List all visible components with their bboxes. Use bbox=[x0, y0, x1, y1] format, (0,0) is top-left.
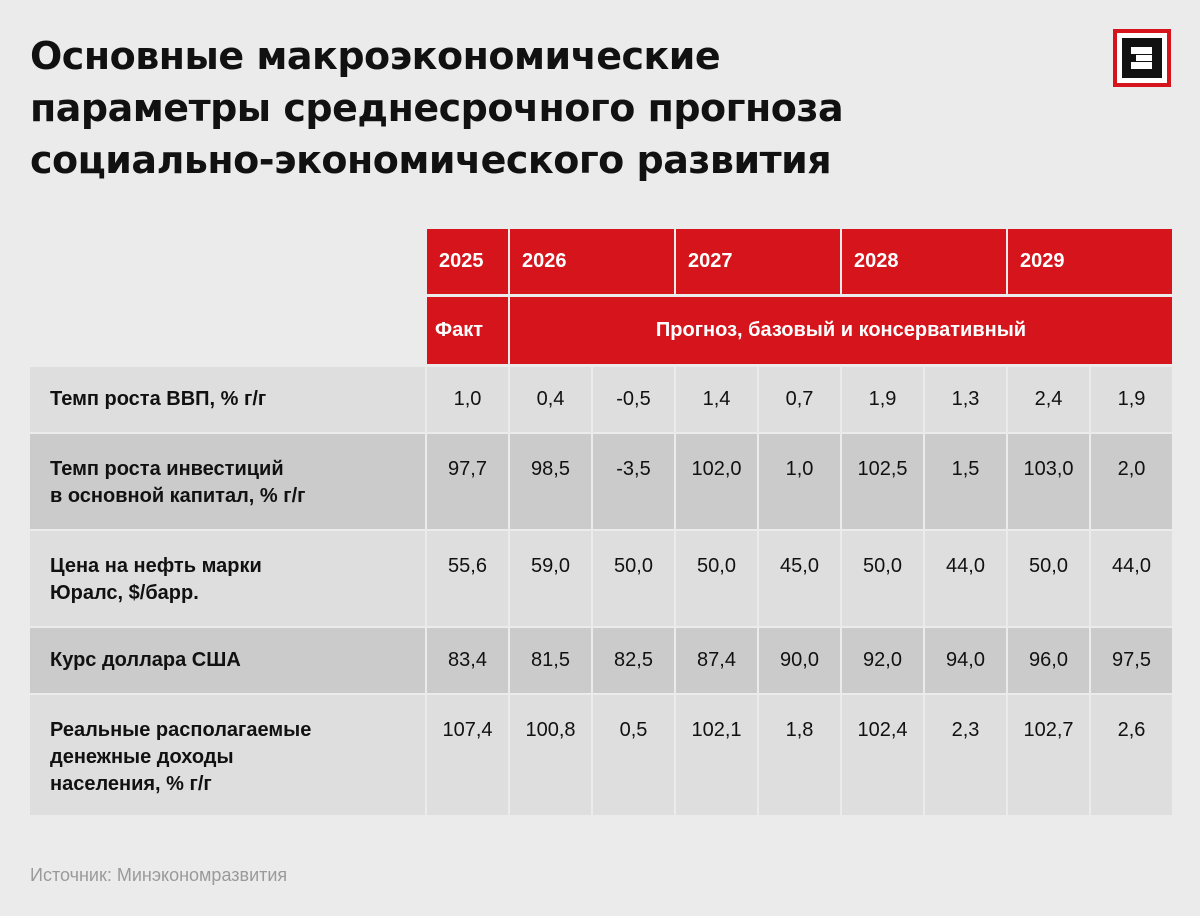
table-cell bbox=[676, 695, 757, 815]
cell-value: 94,0 bbox=[946, 649, 985, 671]
table-cell bbox=[925, 531, 1006, 626]
cell-value: 97,5 bbox=[1112, 649, 1151, 671]
source-note: Источник: Минэкономразвития bbox=[30, 865, 288, 885]
cell-value: 92,0 bbox=[863, 649, 902, 671]
table-cell bbox=[1091, 531, 1172, 626]
row-label-line: Юралс, $/барр. bbox=[50, 582, 199, 604]
table-cell bbox=[1008, 367, 1089, 432]
cell-value: 1,5 bbox=[951, 458, 980, 480]
table-cell bbox=[593, 695, 674, 815]
table-cell bbox=[925, 695, 1006, 815]
row-label bbox=[30, 695, 425, 815]
cell-value: 1,3 bbox=[951, 388, 980, 410]
table-cell bbox=[676, 531, 757, 626]
cell-value: -0,5 bbox=[616, 388, 651, 410]
cell-value: 50,0 bbox=[697, 555, 736, 577]
fact-label: Факт bbox=[435, 319, 483, 341]
cell-value: 82,5 bbox=[614, 649, 653, 671]
cell-value: 96,0 bbox=[1029, 649, 1068, 671]
cell-value: 102,7 bbox=[1023, 719, 1074, 741]
table-cell bbox=[759, 695, 840, 815]
cell-value: 45,0 bbox=[780, 555, 819, 577]
title-line: Основные макроэкономические bbox=[30, 34, 721, 78]
table-cell bbox=[427, 695, 508, 815]
table-cell bbox=[759, 628, 840, 693]
table-cell bbox=[1008, 434, 1089, 529]
year-header-2025 bbox=[427, 229, 508, 294]
cell-value: 102,1 bbox=[691, 719, 742, 741]
table-cell bbox=[676, 367, 757, 432]
cell-value: 81,5 bbox=[531, 649, 570, 671]
table-cell bbox=[1091, 434, 1172, 529]
table-cell bbox=[842, 628, 923, 693]
cell-value: 0,7 bbox=[785, 388, 814, 410]
row-label-line: Цена на нефть марки bbox=[50, 555, 262, 577]
cell-value: 2,4 bbox=[1034, 388, 1063, 410]
cell-value: 103,0 bbox=[1023, 458, 1074, 480]
title-line: социально-экономического развития bbox=[30, 138, 832, 182]
cell-value: 44,0 bbox=[946, 555, 985, 577]
cell-value: 2,3 bbox=[951, 719, 980, 741]
cell-value: 102,0 bbox=[691, 458, 742, 480]
row-label bbox=[30, 531, 425, 626]
cell-value: 90,0 bbox=[780, 649, 819, 671]
cell-value: 0,5 bbox=[619, 719, 648, 741]
table-cell bbox=[842, 367, 923, 432]
cell-value: 97,7 bbox=[448, 458, 487, 480]
row-label-line: Темп роста ВВП, % г/г bbox=[50, 388, 267, 410]
year-header-2026 bbox=[510, 229, 674, 294]
table-cell bbox=[510, 628, 591, 693]
forecast-label: Прогноз, базовый и консервативный bbox=[655, 319, 1027, 341]
cell-value: 107,4 bbox=[442, 719, 493, 741]
fact-header bbox=[427, 297, 508, 364]
forecast-header bbox=[510, 297, 1172, 364]
cell-value: 100,8 bbox=[525, 719, 576, 741]
table-cell bbox=[1091, 367, 1172, 432]
table-cell bbox=[427, 434, 508, 529]
row-label-line: в основной капитал, % г/г bbox=[50, 485, 306, 507]
row-label-line: денежные доходы bbox=[50, 746, 234, 768]
cell-value: 1,8 bbox=[785, 719, 814, 741]
table-cell bbox=[593, 628, 674, 693]
year-label: 2026 bbox=[522, 250, 567, 272]
table-cell bbox=[427, 628, 508, 693]
cell-value: 50,0 bbox=[863, 555, 902, 577]
table-cell bbox=[925, 434, 1006, 529]
cell-value: 102,4 bbox=[857, 719, 908, 741]
cell-value: 44,0 bbox=[1112, 555, 1151, 577]
year-header-2028 bbox=[842, 229, 1006, 294]
table-cell bbox=[842, 434, 923, 529]
table-cell bbox=[593, 367, 674, 432]
cell-value: 1,4 bbox=[702, 388, 731, 410]
table-cell bbox=[510, 434, 591, 529]
table-cell bbox=[593, 434, 674, 529]
table-cell bbox=[759, 434, 840, 529]
cell-value: 50,0 bbox=[614, 555, 653, 577]
cell-value: 55,6 bbox=[448, 555, 487, 577]
cell-value: 83,4 bbox=[448, 649, 487, 671]
table-cell bbox=[676, 434, 757, 529]
table-cell bbox=[593, 531, 674, 626]
table-cell bbox=[1008, 695, 1089, 815]
year-label: 2027 bbox=[688, 250, 733, 272]
table-cell bbox=[1008, 531, 1089, 626]
cell-value: 87,4 bbox=[697, 649, 736, 671]
table-cell bbox=[842, 695, 923, 815]
row-label bbox=[30, 628, 425, 693]
year-label: 2028 bbox=[854, 250, 899, 272]
title-line: параметры среднесрочного прогноза bbox=[30, 86, 844, 130]
cell-value: 1,0 bbox=[453, 388, 482, 410]
cell-value: 1,0 bbox=[785, 458, 814, 480]
row-label-line: Темп роста инвестиций bbox=[50, 458, 284, 480]
cell-value: 59,0 bbox=[531, 555, 570, 577]
year-label: 2025 bbox=[439, 250, 484, 272]
table-cell bbox=[842, 531, 923, 626]
row-label bbox=[30, 367, 425, 432]
table-cell bbox=[510, 531, 591, 626]
year-header-2027 bbox=[676, 229, 840, 294]
cell-value: 102,5 bbox=[857, 458, 908, 480]
table-cell bbox=[925, 628, 1006, 693]
year-header-2029 bbox=[1008, 229, 1172, 294]
cell-value: 98,5 bbox=[531, 458, 570, 480]
cell-value: 50,0 bbox=[1029, 555, 1068, 577]
cell-value: -3,5 bbox=[616, 458, 651, 480]
table-cell bbox=[427, 531, 508, 626]
cell-value: 2,0 bbox=[1117, 458, 1146, 480]
row-label-line: Курс доллара США bbox=[50, 649, 241, 671]
cell-value: 1,9 bbox=[868, 388, 897, 410]
year-label: 2029 bbox=[1020, 250, 1065, 272]
row-label-line: Реальные располагаемые bbox=[50, 719, 312, 741]
table-cell bbox=[676, 628, 757, 693]
table-cell bbox=[759, 367, 840, 432]
cell-value: 2,6 bbox=[1117, 719, 1146, 741]
table-cell bbox=[510, 695, 591, 815]
row-label bbox=[30, 434, 425, 529]
table-cell bbox=[1008, 628, 1089, 693]
table-cell bbox=[759, 531, 840, 626]
table-cell bbox=[510, 367, 591, 432]
table-cell bbox=[427, 367, 508, 432]
cell-value: 1,9 bbox=[1117, 388, 1146, 410]
table-cell bbox=[1091, 695, 1172, 815]
cell-value: 0,4 bbox=[536, 388, 565, 410]
table-cell bbox=[1091, 628, 1172, 693]
row-label-line: населения, % г/г bbox=[50, 773, 212, 795]
table-cell bbox=[925, 367, 1006, 432]
